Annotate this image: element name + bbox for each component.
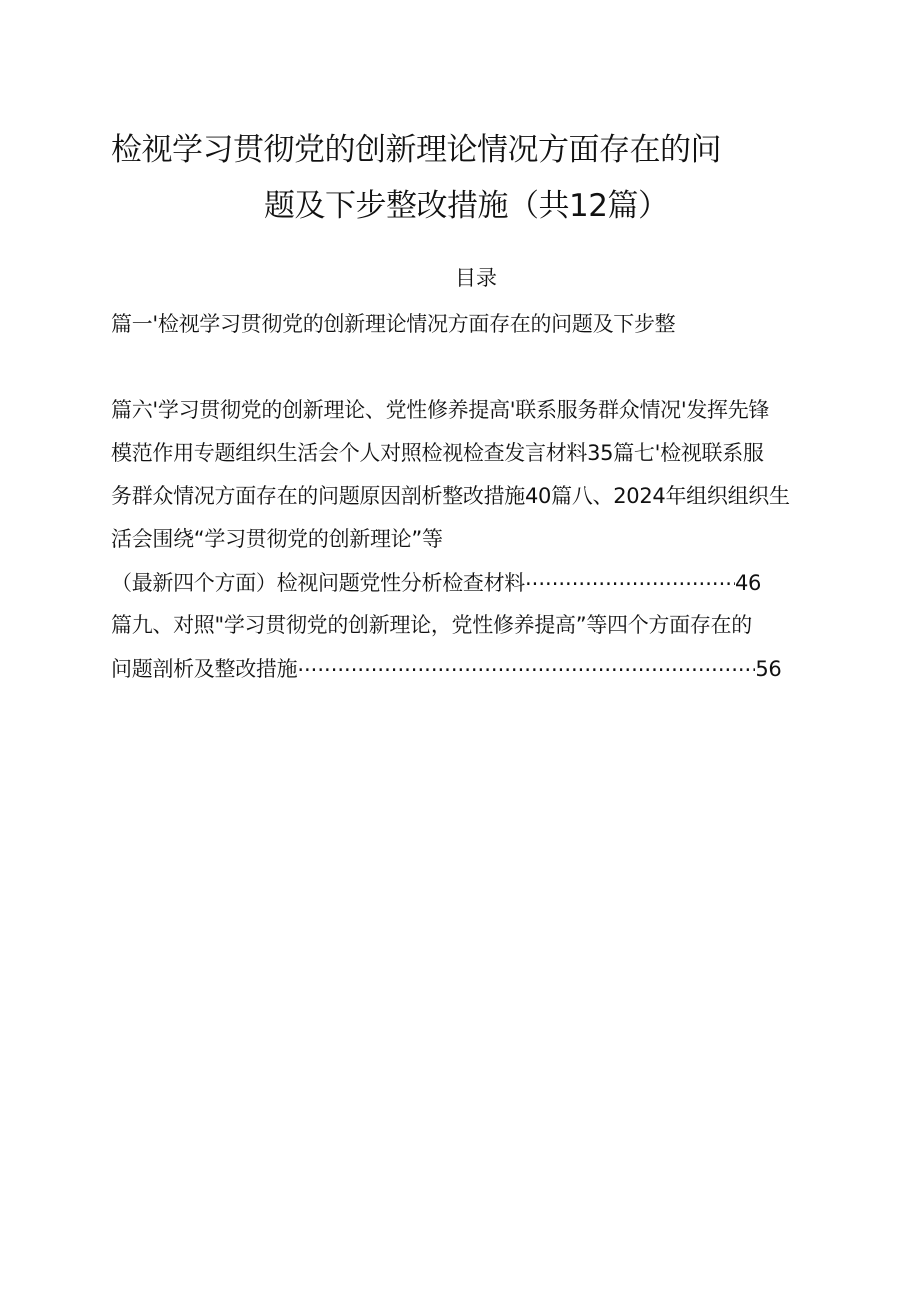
- toc-entry-6-text-2: 模范作用专题组织生活会个人对照检视检查发言材料35篇七'检视联系服: [111, 441, 764, 465]
- toc-entry-6-line-2[interactable]: [111, 437, 764, 467]
- toc-entry-8-text-2: （最新四个方面）检视问题党性分析检查材料: [111, 571, 525, 595]
- toc-entry-9-text-1: 篇九、对照"学习贯彻党的创新理论，党性修养提高”等四个方面存在的: [111, 613, 752, 637]
- toc-entry-8-text-1: 活会围绕“学习贯彻党的创新理论”等: [111, 527, 443, 551]
- document-title-line-1: 检视学习贯彻党的创新理论情况方面存在的问: [111, 132, 721, 168]
- document-title-line-2: 题及下步整改措施（共12篇）: [264, 188, 669, 224]
- toc-entry-7-line[interactable]: [111, 480, 790, 510]
- toc-page-number: 46: [735, 571, 762, 595]
- toc-heading: 目录: [455, 266, 497, 290]
- toc-entry-8-line-1[interactable]: [111, 523, 443, 553]
- toc-entry-9-line-2[interactable]: [111, 652, 781, 683]
- toc-entry-8-line-2[interactable]: [111, 566, 761, 597]
- toc-entry-1[interactable]: [111, 308, 675, 338]
- toc-entry-9-line-1[interactable]: [111, 609, 752, 639]
- toc-entry-6-text-1: 篇六'学习贯彻党的创新理论、党性修养提高'联系服务群众情况'发挥先锋: [111, 398, 770, 422]
- toc-leader-dots: [297, 652, 755, 676]
- toc-entry-6-line-1[interactable]: [111, 394, 769, 424]
- toc-entry-7-text: 务群众情况方面存在的问题原因剖析整改措施40篇八、2024年组织组织生: [111, 484, 790, 508]
- toc-entry-1-text: 篇一'检视学习贯彻党的创新理论情况方面存在的问题及下步整: [111, 312, 676, 336]
- toc-leader-dots: [525, 566, 735, 590]
- toc-entry-9-text-2: 问题剖析及整改措施: [111, 657, 298, 681]
- toc-page-number: 56: [755, 657, 782, 681]
